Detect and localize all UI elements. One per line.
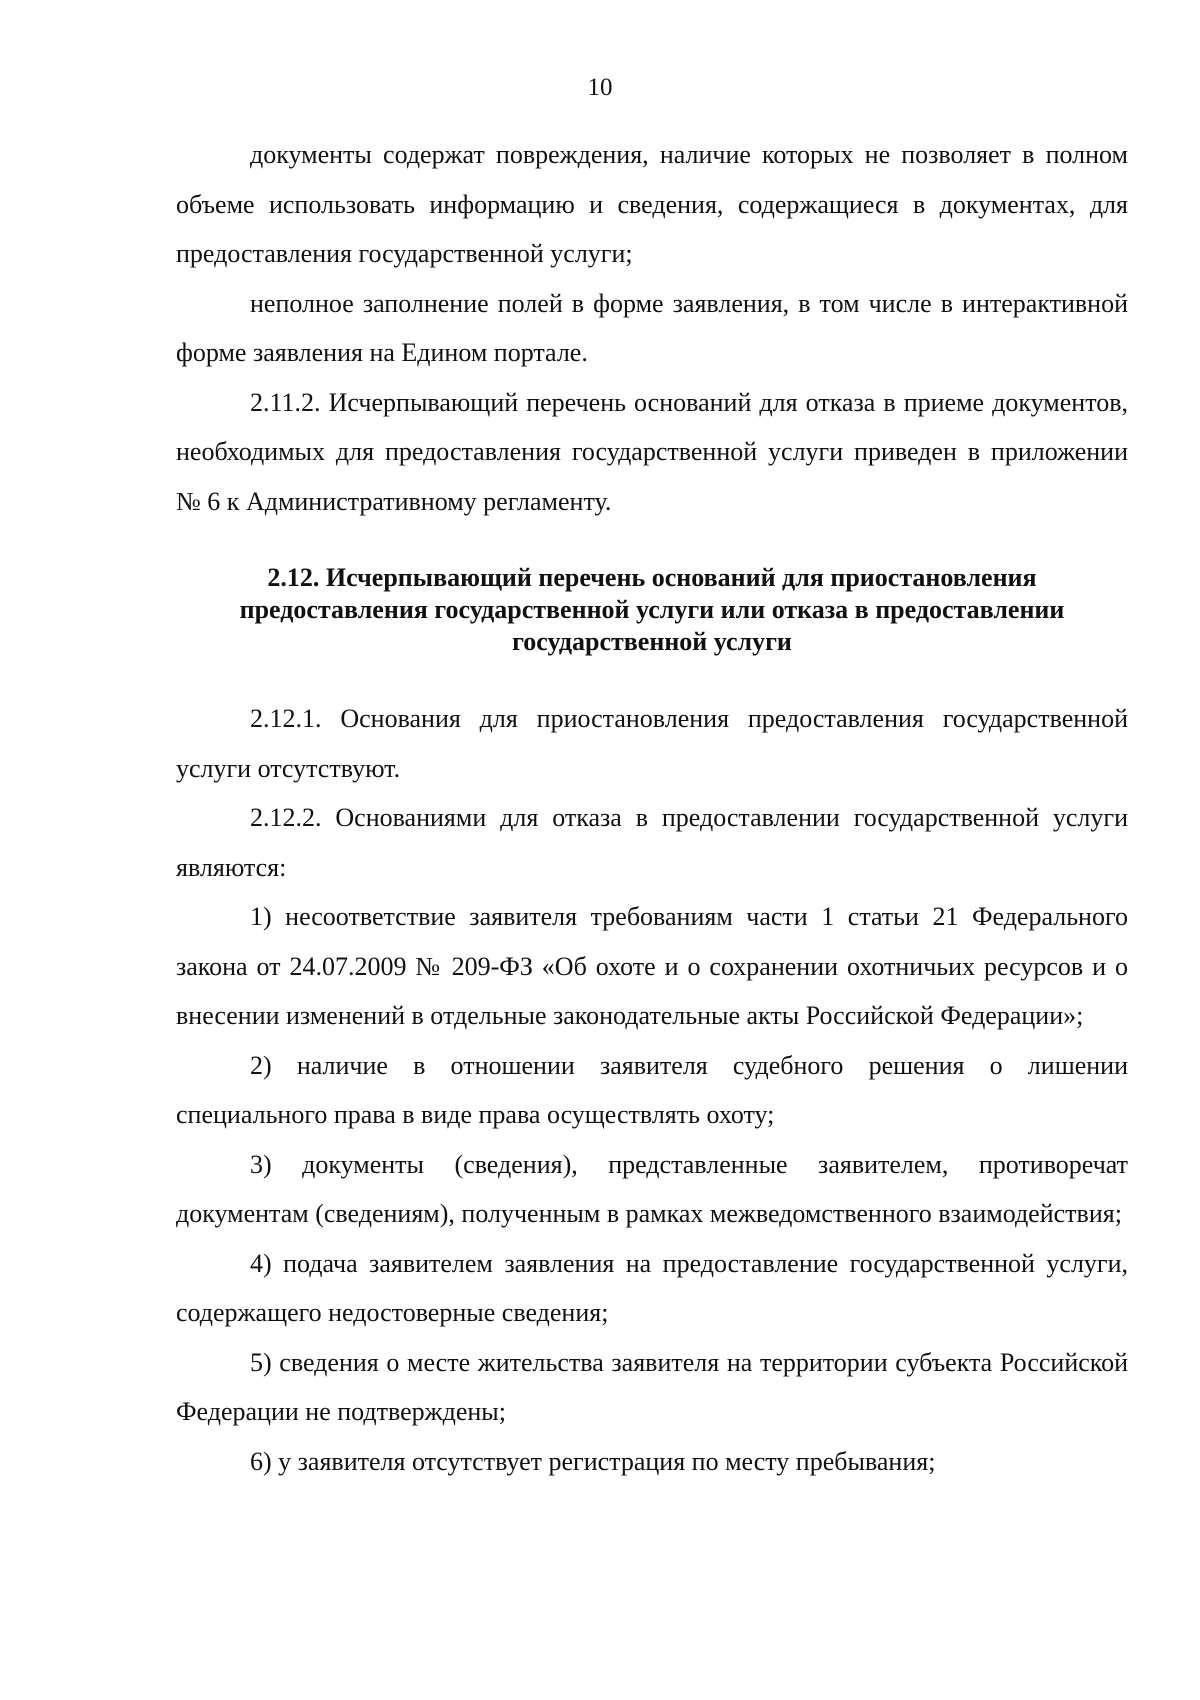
list-item-1: 1) несоответствие заявителя требованиям части 1 статьи 21 Федерального закона от 24.07.2009 № 209-ФЗ «Об охоте и о сохранении охотничьих ресурсов и о внесении изменений в отдельные законодательные акты Российской Федерации»; — [176, 902, 1128, 1030]
page-number: 10 — [587, 74, 613, 101]
list-item-4: 4) подача заявителем заявления на предоставление государственной услуги, содержащего недостоверные сведения; — [176, 1248, 1128, 1327]
list-item-3: 3) документы (сведения), представленные заявителем, противоречат документам (сведениям), полученным в рамках межведомственного взаимодействия; — [176, 1149, 1128, 1228]
paragraph-damaged-documents: документы содержат повреждения, наличие которых не позволяет в полном объеме использовать информацию и сведения, содержащиеся в документах, для предоставления государственной услуги; — [176, 140, 1128, 268]
list-item-6: 6) у заявителя отсутствует регистрация по месту пребывания; — [250, 1446, 936, 1476]
section-heading-2-12: 2.12. Исчерпывающий перечень оснований для приостановления предоставления государственной услуги или отказа в предоставлении государственной услуги — [239, 563, 1065, 656]
paragraph-incomplete-form: неполное заполнение полей в форме заявления, в том числе в интерактивной форме заявления на Едином портале. — [176, 288, 1128, 367]
list-item-2: 2) наличие в отношении заявителя судебного решения о лишении специального права в виде права осуществлять охоту; — [176, 1050, 1128, 1129]
paragraph-2-11-2: 2.11.2. Исчерпывающий перечень оснований для отказа в приеме документов, необходимых для предоставления государственной услуги приведен в приложении № 6 к Административному регламенту. — [176, 387, 1128, 516]
list-item-5: 5) сведения о месте жительства заявителя на территории субъекта Российской Федерации не подтверждены; — [176, 1347, 1128, 1426]
paragraph-2-12-1: 2.12.1. Основания для приостановления предоставления государственной услуги отсутствуют. — [176, 704, 1128, 783]
document-body — [176, 130, 1128, 1486]
paragraph-2-12-2: 2.12.2. Основаниями для отказа в предоставлении государственной услуги являются: — [176, 803, 1128, 882]
